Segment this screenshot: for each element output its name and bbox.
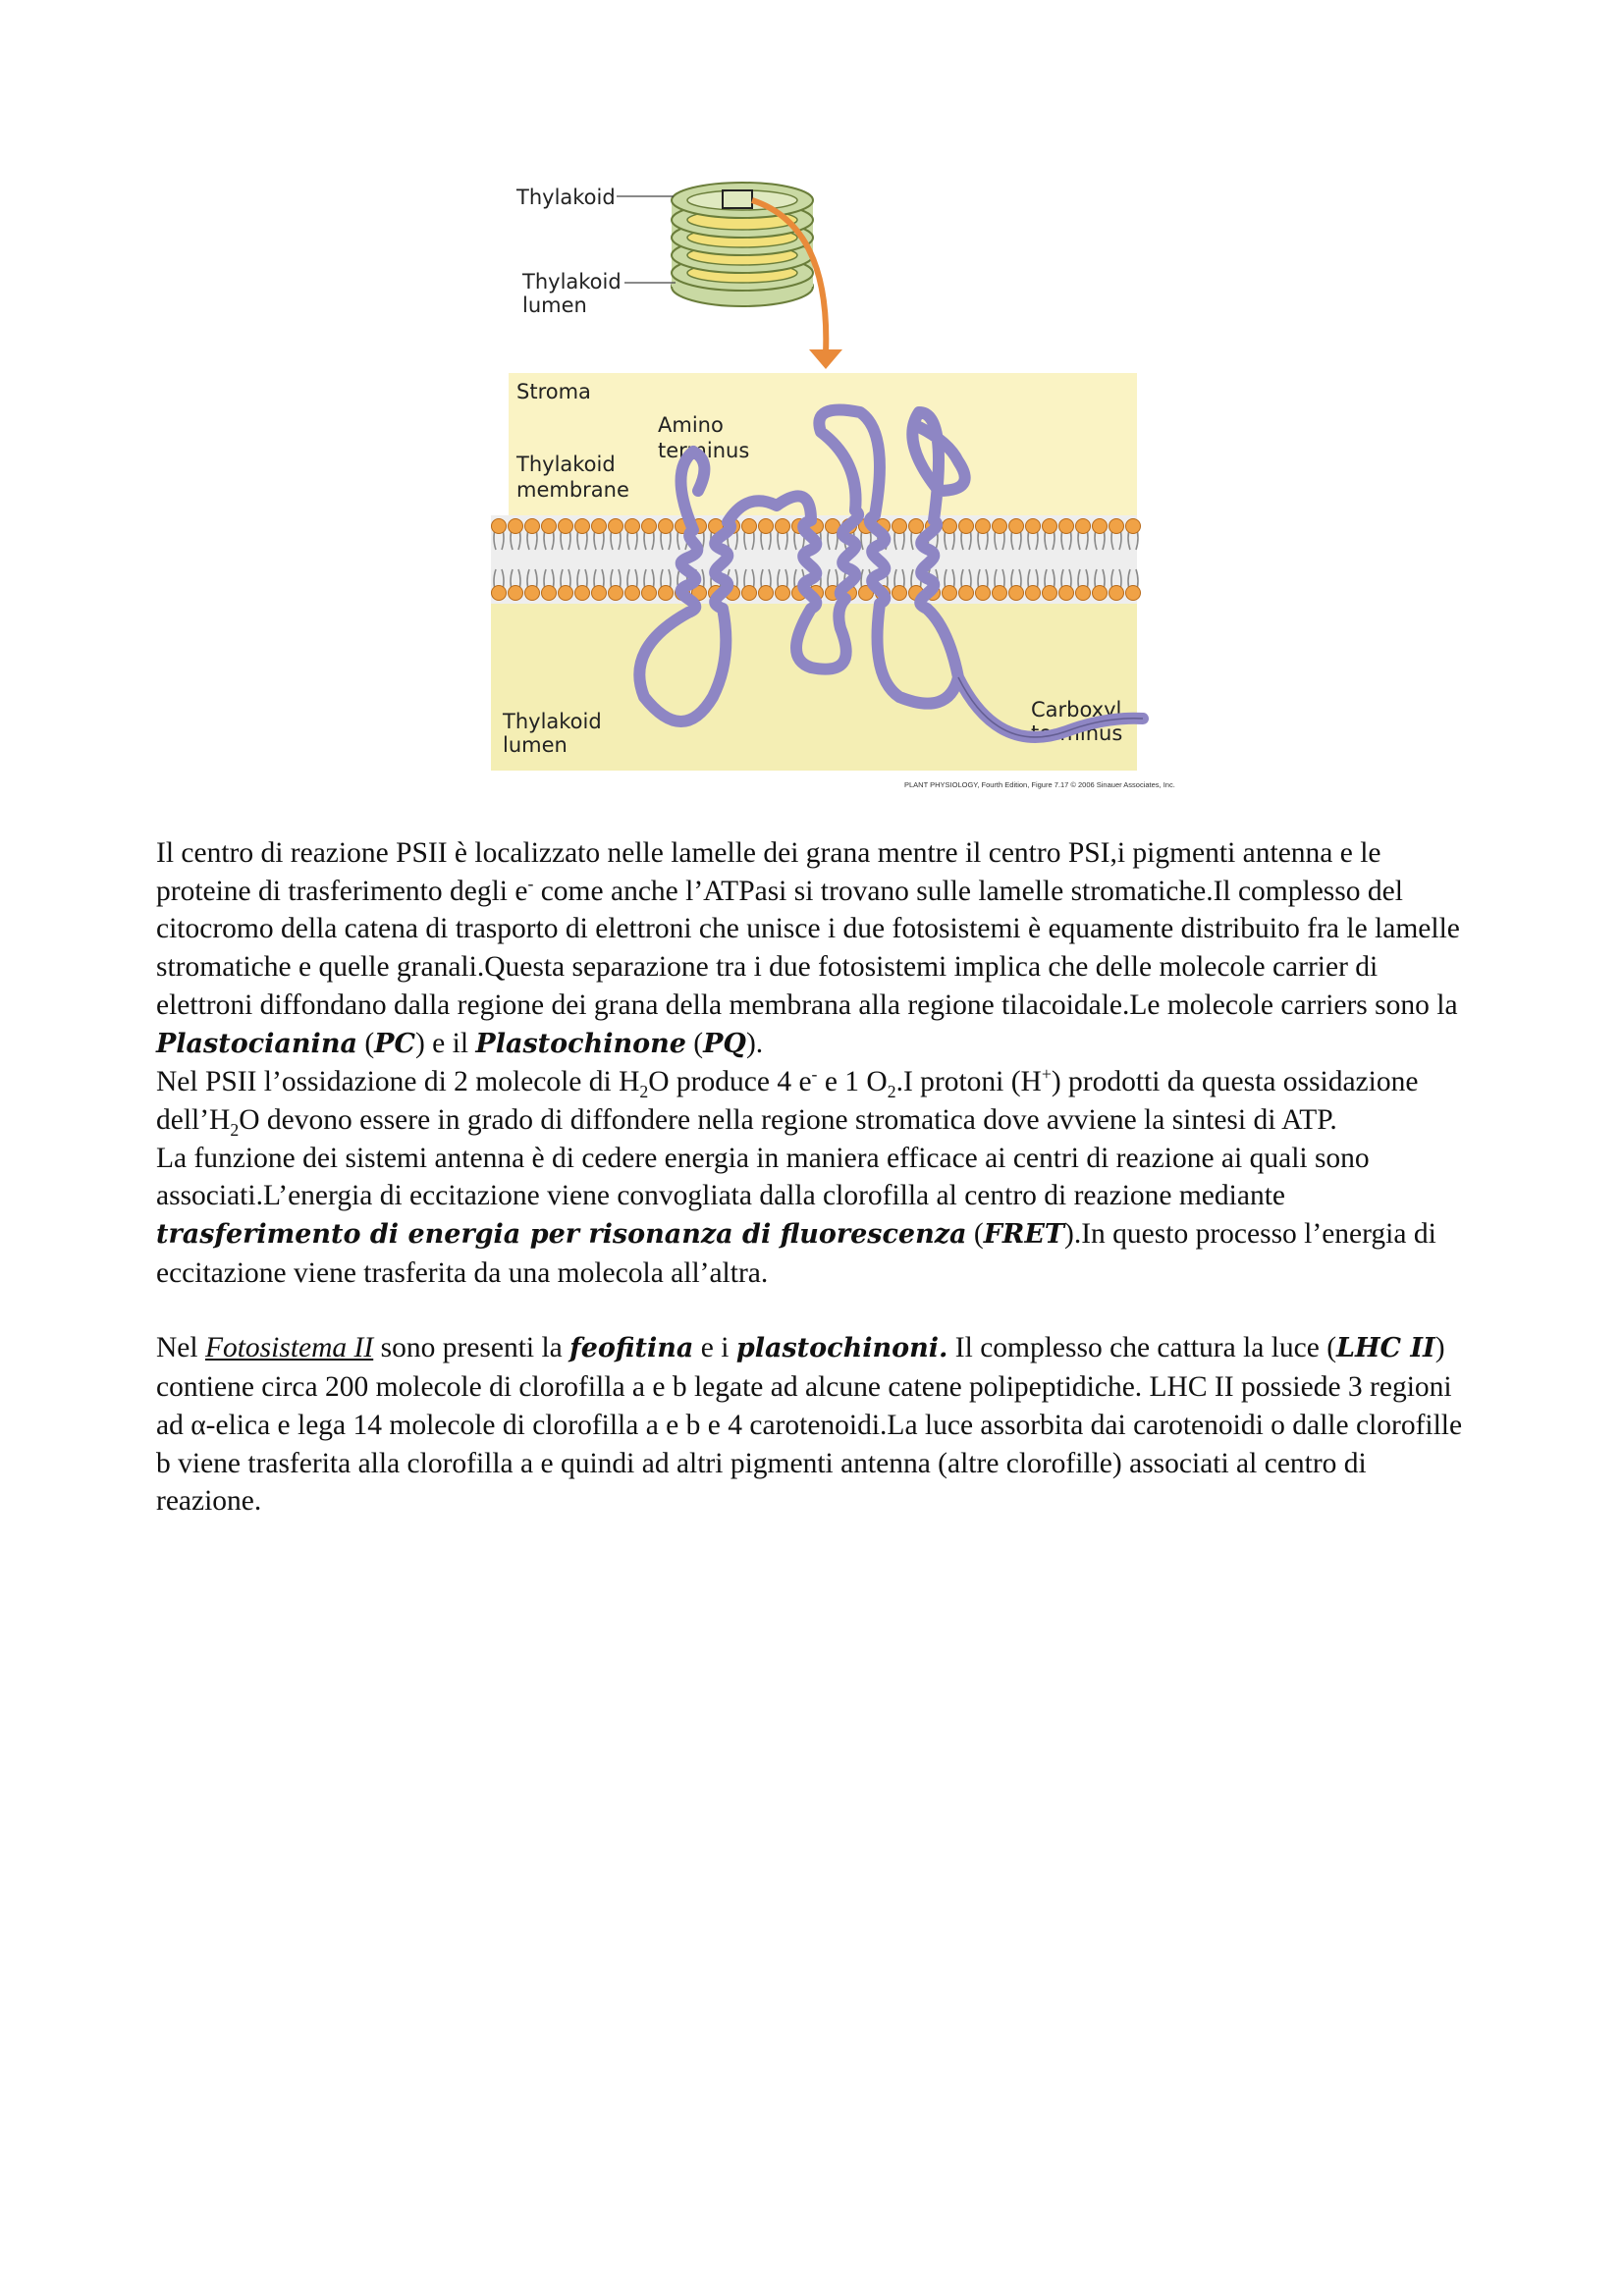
label-stroma: Stroma — [516, 380, 591, 403]
paragraph-4: Nel Fotosistema II sono presenti la feofitina e i plastochinoni. Il complesso che cattura la luce (LHC II) contiene circa 200 molecole di clorofilla a e b legate ad alcune catene polipeptidiche. LHC II possiede 3 regioni ad α-elica e lega 14 molecole di clorofilla a e b e 4 carotenoidi.La luce assorbita dai carotenoidi o dalle clorofille b viene trasferita alla clorofilla a e quindi ad altri pigmenti antenna (altre clorofille) associati al centro di reazione. — [156, 1332, 1463, 1518]
thylakoid-membrane-figure — [487, 167, 1302, 795]
label-thylakoid-lumen-top: Thylakoid — [522, 270, 622, 294]
body-text — [156, 834, 1472, 1521]
label-thylakoid: Thylakoid — [516, 186, 616, 209]
label-amino-terminus: Amino — [658, 413, 724, 437]
label-thylakoid-membrane-2: membrane — [516, 478, 629, 502]
grana-stack-illustration — [672, 183, 813, 306]
paragraph-2: Nel PSII l’ossidazione di 2 molecole di $H_2O$ produce 4 e- e 1 $O_2.I$ protoni (H+) prodotti da questa ossidazione $dell’H_2O$ devono essere in grado di diffondere nella regione stromatica dove avviene la sintesi di ATP. — [156, 1064, 1419, 1140]
label-carboxyl-terminus: Carboxyl — [1031, 698, 1122, 721]
label-amino-terminus-2: terminus — [658, 439, 750, 462]
label-thylakoid-lumen-top-2: lumen — [522, 294, 587, 317]
label-thylakoid-membrane: Thylakoid — [516, 453, 616, 476]
label-carboxyl-terminus-2: terminus — [1031, 721, 1123, 745]
figure-caption: PLANT PHYSIOLOGY, Fourth Edition, Figure 7.17 © 2006 Sinauer Associates, Inc. — [904, 780, 1175, 789]
label-thylakoid-lumen-bottom-2: lumen — [503, 733, 568, 757]
stroma-region — [509, 373, 1137, 525]
label-thylakoid-lumen-bottom: Thylakoid — [503, 710, 602, 733]
paragraph-3: La funzione dei sistemi antenna è di cedere energia in maniera efficace ai centri di reazione ai quali sono associati.L’energia di eccitazione viene convogliata dalla clorofilla al centro di reazione mediante trasferimento di energia per risonanza di fluorescenza (FRET).In questo processo l’energia di eccitazione viene trasferita da una molecola all’altra. — [156, 1142, 1436, 1289]
paragraph-1: Il centro di reazione PSII è localizzato nelle lamelle dei grana mentre il centro PSI,i pigmenti antenna e le proteine di trasferimento degli e- come anche l’ATPasi si trovano sulle lamelle stromatiche.Il complesso del citocromo della catena di trasporto di elettroni che unisce i due fotosistemi è equamente distribuito fra le lamelle stromatiche e quelle granali.Questa separazione tra i due fotosistemi implica che delle molecole carrier di elettroni diffondano dalla regione dei grana della membrana alla regione tilacoidale.Le molecole carriers sono la Plastocianina (PC) e il Plastochinone (PQ). — [156, 837, 1460, 1059]
arrow-head — [809, 349, 842, 369]
